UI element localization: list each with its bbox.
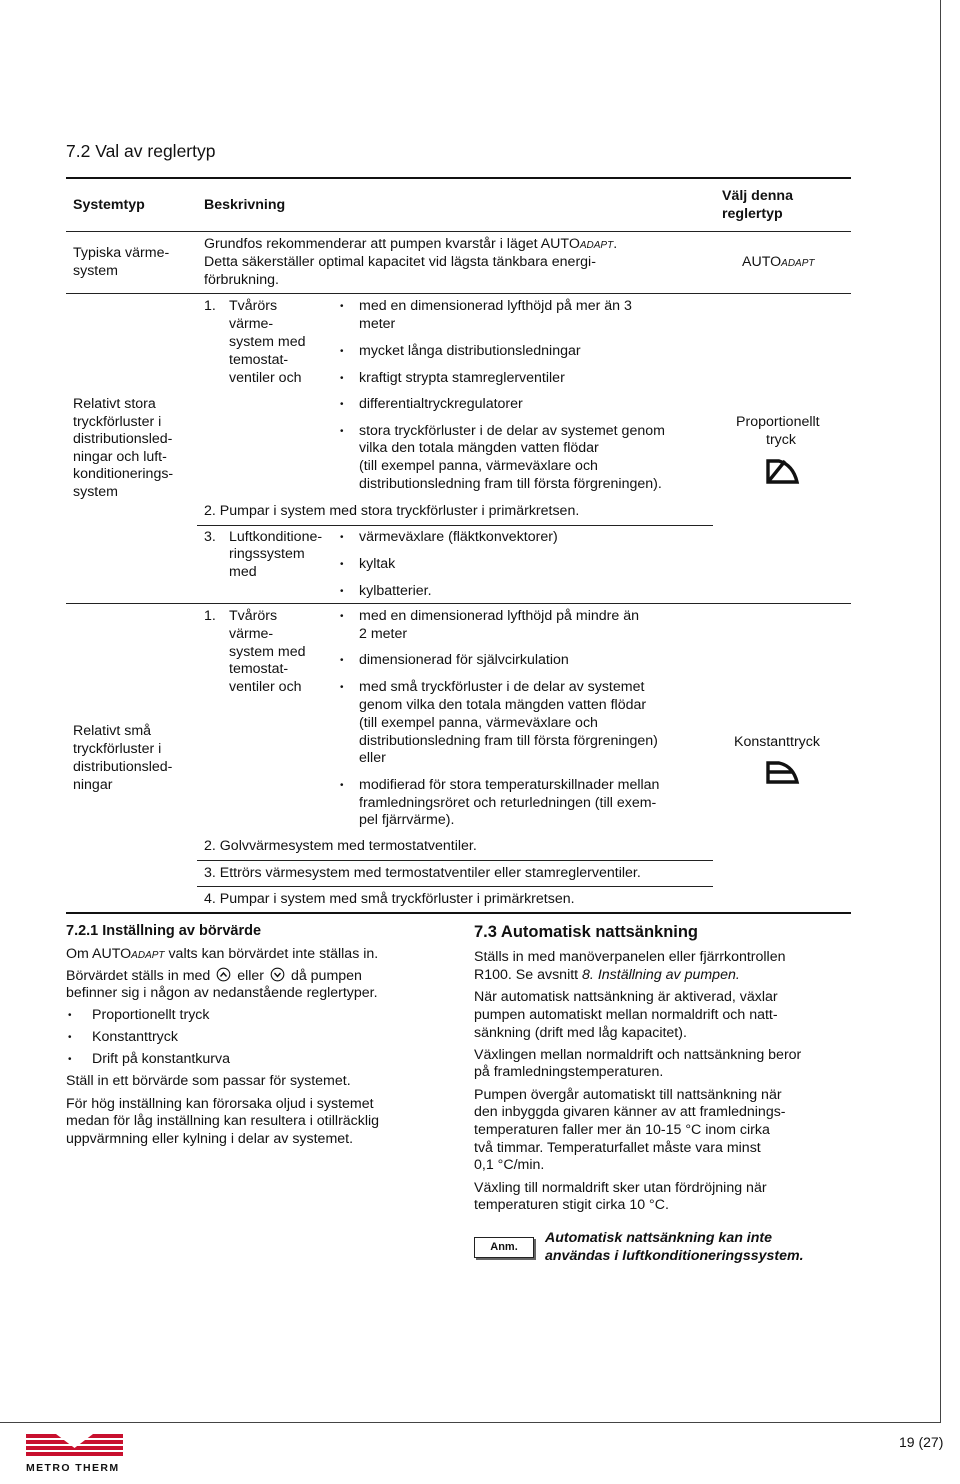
- stora-b1-1: med en dimensionerad lyfthöjd på mer än 3: [359, 298, 632, 314]
- typiska-label-2: system: [73, 263, 118, 279]
- setpoint-p4-2: medan för låg inställning kan resultera i otillräcklig: [66, 1113, 380, 1129]
- sma-label-3: distributionsled-: [73, 759, 173, 775]
- bullet: •: [340, 426, 344, 437]
- section-title: 7.2 Val av reglertyp: [66, 141, 216, 161]
- stora-label-6: system: [73, 484, 118, 500]
- stora-choice-2: tryck: [766, 432, 796, 448]
- note-text-1: Automatisk nattsänkning kan inte: [545, 1230, 773, 1246]
- night-p2-3: sänkning (drift med låg kapacitet).: [474, 1025, 687, 1041]
- stora-item3-num: 3.: [204, 529, 216, 545]
- sma-b3-5: eller: [359, 750, 386, 766]
- stora-item1-label-4: temostat-: [229, 352, 289, 368]
- sma-item4: 4. Pumpar i system med små tryckförluster i primärkretsen.: [204, 891, 575, 907]
- night-p4-2: den inbyggda givaren känner av att framlednings-: [474, 1104, 786, 1120]
- night-p2-2: pumpen automatiskt mellan normaldrift och natt-: [474, 1007, 778, 1023]
- stora-b5-4: distributionsledning fram till första förgreningen).: [359, 476, 662, 492]
- typiska-desc-3: förbrukning.: [204, 272, 279, 288]
- stora-item2: 2. Pumpar i system med stora tryckförluster i primärkretsen.: [204, 503, 580, 519]
- stora-item1-label-2: värme-: [229, 316, 274, 332]
- stora-item1-label-5: ventiler och: [229, 370, 302, 386]
- bullet: •: [340, 399, 344, 410]
- header-beskrivning: Beskrivning: [204, 197, 286, 213]
- setpoint-p1: Om AUTOADAPT valts kan börvärdet inte ställas in.: [66, 946, 379, 962]
- night-p4-1: Pumpen övergår automatiskt till nattsänkning när: [474, 1087, 782, 1103]
- table-bottom-rule: [66, 912, 851, 914]
- bullet: •: [340, 373, 344, 384]
- stora-item3-label-2: ringssystem: [229, 546, 305, 562]
- night-heading: 7.3 Automatisk nattsänkning: [474, 923, 699, 941]
- stora-b5-3: (till exempel panna, värmeväxlare och: [359, 458, 598, 474]
- typiska-desc-1: Grundfos rekommenderar att pumpen kvarstår i läget AUTOADAPT.: [204, 236, 618, 252]
- sma-b1-1: med en dimensionerad lyfthöjd på mindre än: [359, 608, 639, 624]
- sma-item2: 2. Golvvärmesystem med termostatventiler.: [204, 838, 477, 854]
- setpoint-p2-line2: befinner sig i någon av nedanstående reglertyper.: [66, 985, 378, 1001]
- logo-text: METRO THERM: [26, 1462, 120, 1474]
- bullet: •: [68, 1054, 72, 1065]
- sma-b4-3: pel fjärrvärme).: [359, 812, 455, 828]
- inner-rule: [197, 886, 713, 887]
- table-top-rule: [66, 177, 851, 179]
- sma-item1-label-1: Tvårörs: [229, 608, 278, 624]
- sma-item3: 3. Ettrörs värmesystem med termostatventiler eller stamreglerventiler.: [204, 865, 641, 881]
- sma-label-1: Relativt små: [73, 723, 152, 739]
- sma-b1-2: 2 meter: [359, 626, 408, 642]
- night-p5-1: Växling till normaldrift sker utan fördröjning när: [474, 1180, 767, 1196]
- stora-label-3: distributionsled-: [73, 431, 173, 447]
- stora-b3: kraftigt strypta stamreglerventiler: [359, 370, 565, 386]
- sma-label-2: tryckförluster i: [73, 741, 162, 757]
- typiska-desc-2: Detta säkerställer optimal kapacitet vid lägsta tänkbara energi-: [204, 254, 596, 270]
- setpoint-bullet-1: Proportionellt tryck: [92, 1007, 210, 1023]
- stora-item3-label-3: med: [229, 564, 257, 580]
- setpoint-bullet-2: Konstanttryck: [92, 1029, 178, 1045]
- stora-b4: differentialtryckregulatorer: [359, 396, 523, 412]
- sma-choice: Konstanttryck: [734, 734, 820, 750]
- bullet: •: [340, 780, 344, 791]
- stora-b3-3: kylbatterier.: [359, 583, 432, 599]
- setpoint-p4-3: uppvärmning eller kylning i delar av systemet.: [66, 1131, 354, 1147]
- night-p1-2: R100. Se avsnitt 8. Inställning av pumpen.: [474, 967, 740, 983]
- stora-b3-1: värmeväxlare (fläktkonvektorer): [359, 529, 558, 545]
- stora-item1-label-3: system med: [229, 334, 306, 350]
- stora-b1-2: meter: [359, 316, 396, 332]
- night-p3-1: Växlingen mellan normaldrift och nattsänkning beror: [474, 1047, 802, 1063]
- sma-item1-label-2: värme-: [229, 626, 274, 642]
- typiska-choice: AUTOADAPT: [742, 254, 815, 270]
- stora-label-5: konditionerings-: [73, 466, 174, 482]
- sma-item1-label-5: ventiler och: [229, 679, 302, 695]
- stora-choice-1: Proportionellt: [736, 414, 820, 430]
- header-valj-2: reglertyp: [722, 206, 783, 222]
- bullet: •: [340, 682, 344, 693]
- bullet: •: [340, 611, 344, 622]
- header-valj-1: Välj denna: [722, 188, 793, 204]
- setpoint-heading: 7.2.1 Inställning av börvärde: [66, 923, 262, 939]
- note-badge: Anm.: [474, 1237, 534, 1258]
- up-button-icon: [216, 967, 231, 982]
- proportional-pressure-icon: [766, 458, 800, 484]
- down-button-icon: [270, 967, 285, 982]
- typiska-label-1: Typiska värme-: [73, 245, 170, 261]
- sma-b4-1: modifierad för stora temperaturskillnader mellan: [359, 777, 660, 793]
- row-rule-2: [66, 603, 851, 604]
- bullet: •: [340, 655, 344, 666]
- metro-therm-logo-icon: [26, 1434, 123, 1456]
- bullet: •: [340, 301, 344, 312]
- inner-rule: [197, 860, 713, 861]
- sma-item1-num: 1.: [204, 608, 216, 624]
- night-p4-4: två timmar. Temperaturfallet måste vara minst: [474, 1140, 761, 1156]
- page-number: 19 (27): [899, 1434, 944, 1450]
- sma-b3-2: genom vilka den totala mängden vatten flödar: [359, 697, 647, 713]
- sma-item1-label-3: system med: [229, 644, 306, 660]
- stora-b5-1: stora tryckförluster i de delar av systemet genom: [359, 423, 665, 439]
- sma-b2: dimensionerad för självcirkulation: [359, 652, 569, 668]
- row-rule-1: [66, 293, 851, 294]
- night-p5-2: temperaturen stigit cirka 10 °C.: [474, 1197, 669, 1213]
- inner-rule: [197, 525, 713, 526]
- sma-b3-1: med små tryckförluster i de delar av systemet: [359, 679, 645, 695]
- sma-item1-label-4: temostat-: [229, 661, 289, 677]
- setpoint-p3: Ställ in ett börvärde som passar för systemet.: [66, 1073, 351, 1089]
- stora-item1-label-1: Tvårörs: [229, 298, 278, 314]
- stora-item1-num: 1.: [204, 298, 216, 314]
- sma-b3-3: (till exempel panna, värmeväxlare och: [359, 715, 598, 731]
- header-rule: [66, 231, 851, 232]
- bullet: •: [340, 586, 344, 597]
- stora-label-4: ningar och luft-: [73, 449, 167, 465]
- night-p3-2: på framledningstemperaturen.: [474, 1064, 664, 1080]
- sma-label-4: ningar: [73, 777, 113, 793]
- setpoint-p2: Börvärdet ställs in med eller då pumpen: [66, 968, 362, 984]
- setpoint-bullet-3: Drift på konstantkurva: [92, 1051, 230, 1067]
- constant-pressure-icon: [766, 760, 800, 784]
- stora-b2: mycket långa distributionsledningar: [359, 343, 581, 359]
- header-systemtyp: Systemtyp: [73, 197, 145, 213]
- night-p4-5: 0,1 °C/min.: [474, 1157, 545, 1173]
- night-p1-1: Ställs in med manöverpanelen eller fjärrkontrollen: [474, 949, 786, 965]
- stora-label-1: Relativt stora: [73, 396, 156, 412]
- setpoint-p4-1: För hög inställning kan förorsaka oljud i systemet: [66, 1096, 374, 1112]
- stora-b3-2: kyltak: [359, 556, 396, 572]
- note-text-2: användas i luftkonditioneringssystem.: [545, 1248, 804, 1264]
- bullet: •: [68, 1010, 72, 1021]
- bullet: •: [340, 532, 344, 543]
- stora-item3-label-1: Luftkonditione-: [229, 529, 323, 545]
- stora-b5-2: vilka den totala mängden vatten flödar: [359, 440, 599, 456]
- night-p4-3: temperaturen faller mer än 10-15 °C inom cirka: [474, 1122, 770, 1138]
- bullet: •: [68, 1032, 72, 1043]
- stora-label-2: tryckförluster i: [73, 414, 162, 430]
- night-p2-1: När automatisk nattsänkning är aktiverad, växlar: [474, 989, 778, 1005]
- bullet: •: [340, 559, 344, 570]
- bullet: •: [340, 346, 344, 357]
- sma-b3-4: distributionsledning fram till första förgreningen): [359, 733, 658, 749]
- sma-b4-2: framledningsröret och returledningen (till exem-: [359, 795, 657, 811]
